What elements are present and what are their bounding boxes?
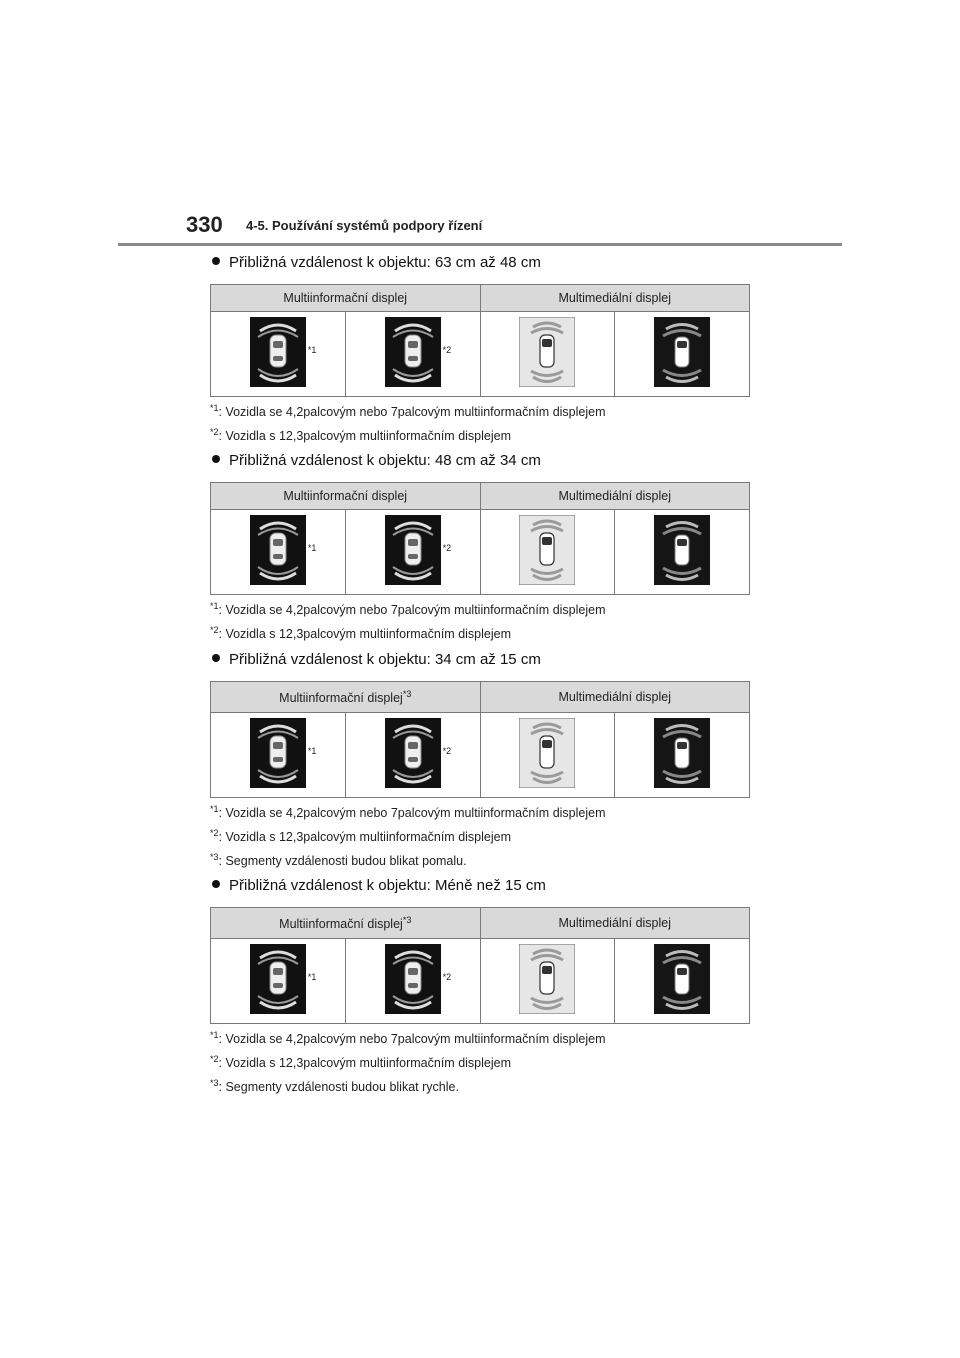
- multimedia-display-image: [519, 515, 575, 585]
- multiinfo-display-image: [250, 317, 306, 387]
- multimedia-cell-1: [480, 312, 615, 397]
- multimedia-display-image: [654, 515, 710, 585]
- display-table-4: [210, 907, 750, 1024]
- col-multimedia-header: Multimediální displej: [480, 483, 750, 510]
- footnote: $^{*1}$: Vozidla se 4,2palcovým nebo 7palcovým multiinformačním displejem: [210, 601, 606, 618]
- multiinfo-cell-2: [345, 510, 480, 595]
- distance-heading-2: [212, 452, 541, 469]
- bullet-icon: [212, 654, 220, 662]
- col-multiinfo-header: Multiinformační displej$^{*3}$: [211, 908, 481, 939]
- distance-heading-text: Přibližná vzdálenost k objektu: 48 cm až 34 cm: [229, 452, 541, 469]
- footnote: $^{*1}$: Vozidla se 4,2palcovým nebo 7palcovým multiinformačním displejem: [210, 804, 606, 821]
- footnote-mark: *1: [307, 344, 317, 355]
- multiinfo-display-image: [250, 944, 306, 1014]
- multiinfo-display-image: [385, 944, 441, 1014]
- col-multimedia-header: Multimediální displej: [480, 682, 750, 713]
- multiinfo-display-image: [250, 515, 306, 585]
- page-number: 330: [186, 212, 223, 237]
- distance-heading-4: [212, 877, 546, 894]
- multimedia-display-image: [519, 317, 575, 387]
- col-multiinfo-header: Multiinformační displej$^{*3}$: [211, 682, 481, 713]
- footnote: $^{*3}$: Segmenty vzdálenosti budou blikat pomalu.: [210, 852, 467, 869]
- multiinfo-display-image: [250, 718, 306, 788]
- bullet-icon: [212, 455, 220, 463]
- footnote: $^{*1}$: Vozidla se 4,2palcovým nebo 7palcovým multiinformačním displejem: [210, 1030, 606, 1047]
- section-title: 4-5. Používání systémů podpory řízení: [246, 218, 483, 233]
- multimedia-cell-1: [480, 713, 615, 798]
- bullet-icon: [212, 880, 220, 888]
- multimedia-display-image: [519, 944, 575, 1014]
- header-divider: [118, 243, 842, 246]
- multimedia-cell-2: [615, 713, 750, 798]
- distance-heading-1: [212, 254, 541, 271]
- footnote: $^{*2}$: Vozidla s 12,3palcovým multiinformačním displejem: [210, 828, 511, 845]
- display-table-2: [210, 482, 750, 595]
- multiinfo-cell-2: [345, 939, 480, 1024]
- multimedia-display-image: [654, 944, 710, 1014]
- multiinfo-display-image: [385, 718, 441, 788]
- col-multiinfo-header: Multiinformační displej: [211, 483, 481, 510]
- footnote-mark: *1: [307, 542, 317, 553]
- footnote: $^{*2}$: Vozidla s 12,3palcovým multiinformačním displejem: [210, 625, 511, 642]
- footnote: $^{*2}$: Vozidla s 12,3palcovým multiinformačním displejem: [210, 427, 511, 444]
- multiinfo-cell-1: [211, 713, 346, 798]
- footnote-mark: *2: [442, 971, 452, 982]
- multiinfo-cell-1: [211, 510, 346, 595]
- multiinfo-display-image: [385, 515, 441, 585]
- footnote: $^{*2}$: Vozidla s 12,3palcovým multiinformačním displejem: [210, 1054, 511, 1071]
- multimedia-cell-1: [480, 939, 615, 1024]
- multimedia-cell-2: [615, 510, 750, 595]
- multimedia-cell-1: [480, 510, 615, 595]
- multimedia-cell-2: [615, 939, 750, 1024]
- display-table-1: [210, 284, 750, 397]
- multiinfo-cell-1: [211, 939, 346, 1024]
- footnote-mark: *2: [442, 542, 452, 553]
- bullet-icon: [212, 257, 220, 265]
- multimedia-display-image: [654, 317, 710, 387]
- col-multiinfo-header: Multiinformační displej: [211, 285, 481, 312]
- multiinfo-cell-2: [345, 713, 480, 798]
- distance-heading-text: Přibližná vzdálenost k objektu: 63 cm až 48 cm: [229, 254, 541, 271]
- multimedia-display-image: [654, 718, 710, 788]
- multiinfo-cell-1: [211, 312, 346, 397]
- footnote: $^{*3}$: Segmenty vzdálenosti budou blikat rychle.: [210, 1078, 459, 1095]
- distance-heading-text: Přibližná vzdálenost k objektu: 34 cm až 15 cm: [229, 651, 541, 668]
- distance-heading-3: [212, 651, 541, 668]
- multimedia-cell-2: [615, 312, 750, 397]
- distance-heading-text: Přibližná vzdálenost k objektu: Méně než 15 cm: [229, 877, 546, 894]
- multimedia-display-image: [519, 718, 575, 788]
- footnote-mark: *2: [442, 344, 452, 355]
- footnote: $^{*1}$: Vozidla se 4,2palcovým nebo 7palcovým multiinformačním displejem: [210, 403, 606, 420]
- footnote-mark: *2: [442, 745, 452, 756]
- multiinfo-display-image: [385, 317, 441, 387]
- multiinfo-cell-2: [345, 312, 480, 397]
- footnote-mark: *1: [307, 745, 317, 756]
- col-multimedia-header: Multimediální displej: [480, 285, 750, 312]
- display-table-3: [210, 681, 750, 798]
- footnote-mark: *1: [307, 971, 317, 982]
- col-multimedia-header: Multimediální displej: [480, 908, 750, 939]
